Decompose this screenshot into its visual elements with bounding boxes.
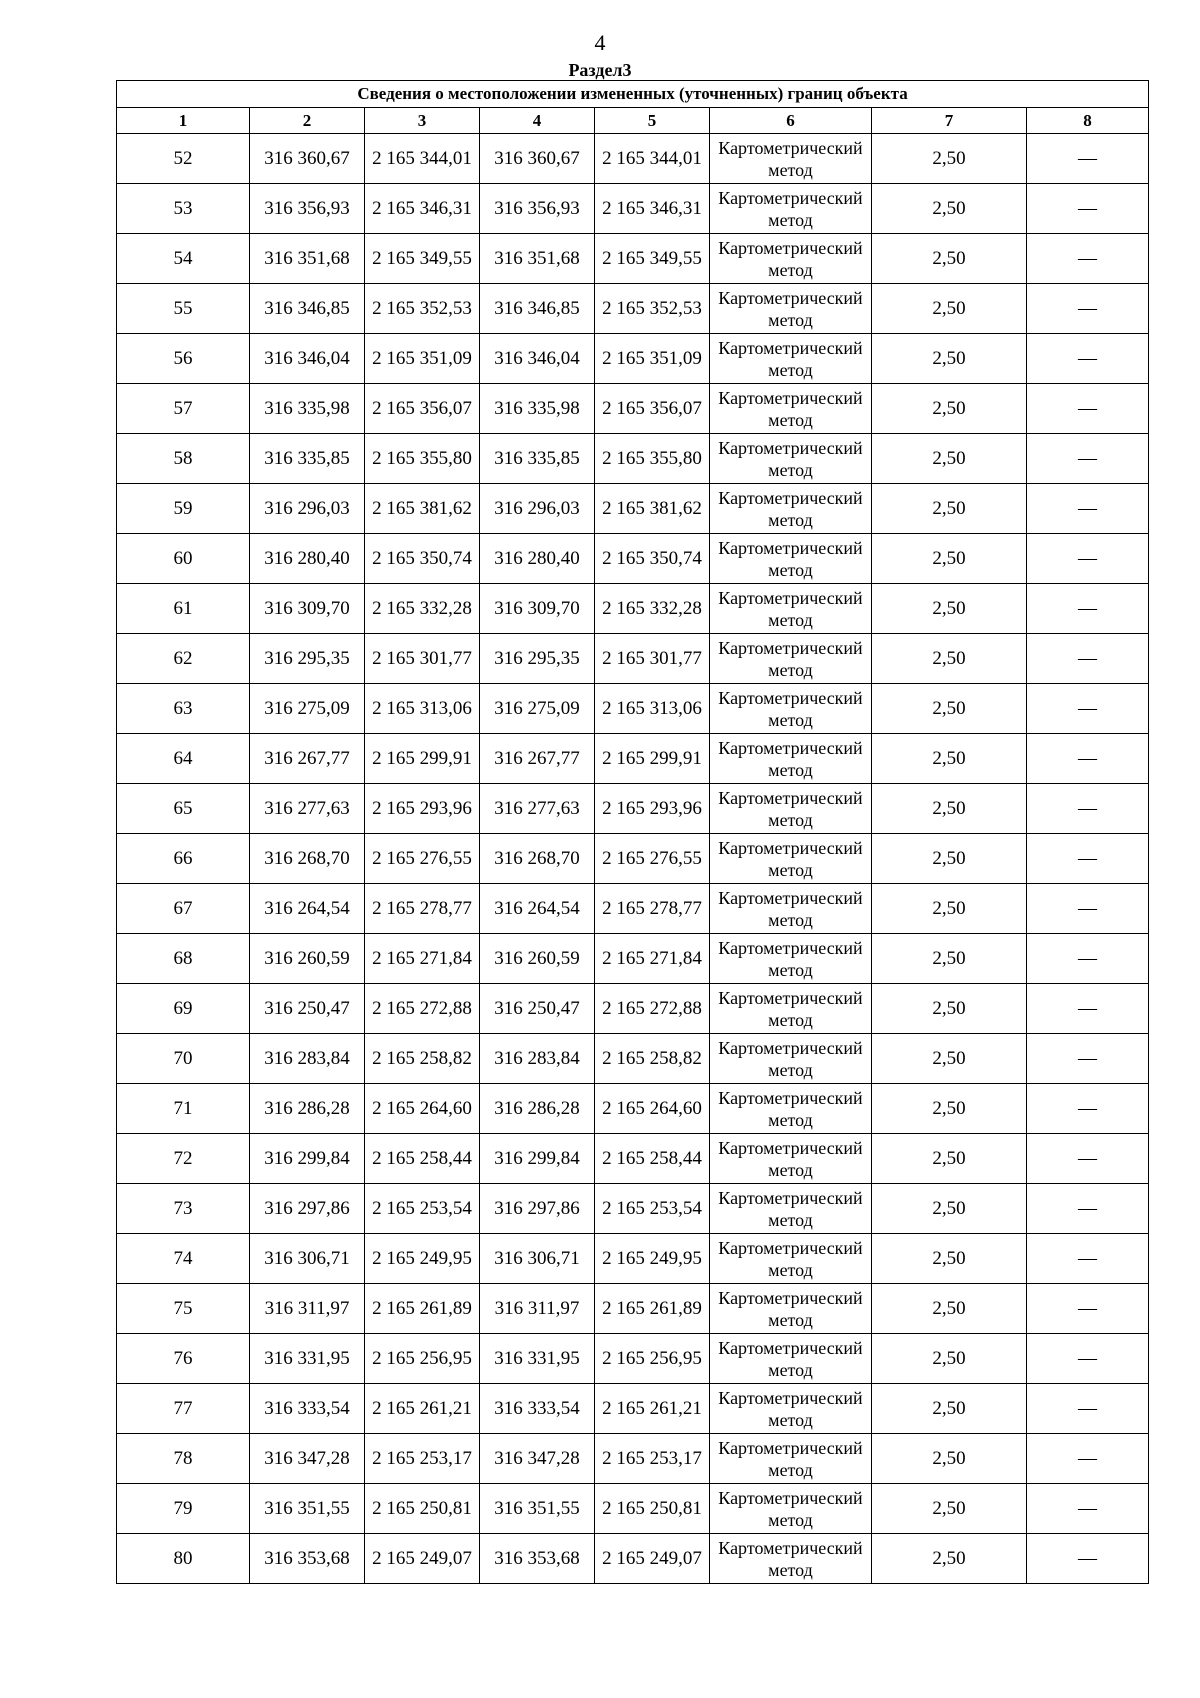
y-coordinate-cell: 2 165 271,84 [595, 934, 710, 984]
y-coordinate-cell: 2 165 253,17 [365, 1434, 480, 1484]
y-coordinate-cell: 2 165 313,06 [365, 684, 480, 734]
method-cell: Картометрический метод [710, 784, 872, 834]
accuracy-cell: 2,50 [872, 634, 1027, 684]
x-coordinate-cell: 316 346,04 [480, 334, 595, 384]
x-coordinate-cell: 316 331,95 [250, 1334, 365, 1384]
point-number-cell: 67 [117, 884, 250, 934]
table-row [117, 884, 1149, 934]
point-number-cell: 59 [117, 484, 250, 534]
method-cell: Картометрический метод [710, 434, 872, 484]
point-number-cell: 53 [117, 184, 250, 234]
y-coordinate-cell: 2 165 271,84 [365, 934, 480, 984]
method-cell: Картометрический метод [710, 1434, 872, 1484]
table-header-row [117, 108, 1149, 134]
x-coordinate-cell: 316 283,84 [250, 1034, 365, 1084]
method-cell: Картометрический метод [710, 834, 872, 884]
table-row [117, 1534, 1149, 1584]
x-coordinate-cell: 316 353,68 [250, 1534, 365, 1584]
x-coordinate-cell: 316 250,47 [250, 984, 365, 1034]
x-coordinate-cell: 316 309,70 [480, 584, 595, 634]
table-row [117, 984, 1149, 1034]
x-coordinate-cell: 316 297,86 [250, 1184, 365, 1234]
y-coordinate-cell: 2 165 299,91 [595, 734, 710, 784]
table-row [117, 1034, 1149, 1084]
table-row [117, 534, 1149, 584]
x-coordinate-cell: 316 277,63 [250, 784, 365, 834]
table-row [117, 234, 1149, 284]
accuracy-cell: 2,50 [872, 1334, 1027, 1384]
point-number-cell: 55 [117, 284, 250, 334]
x-coordinate-cell: 316 347,28 [250, 1434, 365, 1484]
y-coordinate-cell: 2 165 261,21 [365, 1384, 480, 1434]
method-cell: Картометрический метод [710, 284, 872, 334]
description-cell: — [1027, 784, 1149, 834]
x-coordinate-cell: 316 268,70 [250, 834, 365, 884]
x-coordinate-cell: 316 360,67 [250, 134, 365, 184]
y-coordinate-cell: 2 165 349,55 [595, 234, 710, 284]
description-cell: — [1027, 1284, 1149, 1334]
y-coordinate-cell: 2 165 301,77 [365, 634, 480, 684]
y-coordinate-cell: 2 165 332,28 [595, 584, 710, 634]
table-row [117, 784, 1149, 834]
table-row [117, 1484, 1149, 1534]
description-cell: — [1027, 1134, 1149, 1184]
method-cell: Картометрический метод [710, 334, 872, 384]
y-coordinate-cell: 2 165 261,89 [365, 1284, 480, 1334]
accuracy-cell: 2,50 [872, 1084, 1027, 1134]
y-coordinate-cell: 2 165 256,95 [365, 1334, 480, 1384]
y-coordinate-cell: 2 165 258,44 [595, 1134, 710, 1184]
description-cell: — [1027, 234, 1149, 284]
accuracy-cell: 2,50 [872, 784, 1027, 834]
description-cell: — [1027, 1534, 1149, 1584]
y-coordinate-cell: 2 165 352,53 [365, 284, 480, 334]
method-cell: Картометрический метод [710, 134, 872, 184]
point-number-cell: 76 [117, 1334, 250, 1384]
table-row [117, 1434, 1149, 1484]
accuracy-cell: 2,50 [872, 534, 1027, 584]
y-coordinate-cell: 2 165 344,01 [365, 134, 480, 184]
y-coordinate-cell: 2 165 256,95 [595, 1334, 710, 1384]
method-cell: Картометрический метод [710, 1534, 872, 1584]
accuracy-cell: 2,50 [872, 1284, 1027, 1334]
x-coordinate-cell: 316 351,55 [480, 1484, 595, 1534]
column-header: 7 [872, 108, 1027, 134]
y-coordinate-cell: 2 165 349,55 [365, 234, 480, 284]
x-coordinate-cell: 316 283,84 [480, 1034, 595, 1084]
y-coordinate-cell: 2 165 264,60 [365, 1084, 480, 1134]
description-cell: — [1027, 534, 1149, 584]
x-coordinate-cell: 316 311,97 [480, 1284, 595, 1334]
y-coordinate-cell: 2 165 346,31 [595, 184, 710, 234]
method-cell: Картометрический метод [710, 1134, 872, 1184]
accuracy-cell: 2,50 [872, 1484, 1027, 1534]
x-coordinate-cell: 316 356,93 [480, 184, 595, 234]
method-cell: Картометрический метод [710, 1284, 872, 1334]
description-cell: — [1027, 834, 1149, 884]
description-cell: — [1027, 1434, 1149, 1484]
column-header: 2 [250, 108, 365, 134]
accuracy-cell: 2,50 [872, 734, 1027, 784]
method-cell: Картометрический метод [710, 684, 872, 734]
point-number-cell: 57 [117, 384, 250, 434]
y-coordinate-cell: 2 165 261,21 [595, 1384, 710, 1434]
method-cell: Картометрический метод [710, 234, 872, 284]
y-coordinate-cell: 2 165 278,77 [365, 884, 480, 934]
accuracy-cell: 2,50 [872, 584, 1027, 634]
description-cell: — [1027, 584, 1149, 634]
column-header: 6 [710, 108, 872, 134]
column-header: 8 [1027, 108, 1149, 134]
accuracy-cell: 2,50 [872, 1034, 1027, 1084]
table-row [117, 134, 1149, 184]
table-row [117, 484, 1149, 534]
point-number-cell: 77 [117, 1384, 250, 1434]
y-coordinate-cell: 2 165 272,88 [365, 984, 480, 1034]
description-cell: — [1027, 1384, 1149, 1434]
method-cell: Картометрический метод [710, 184, 872, 234]
method-cell: Картометрический метод [710, 384, 872, 434]
table-row [117, 284, 1149, 334]
table-row [117, 834, 1149, 884]
description-cell: — [1027, 384, 1149, 434]
accuracy-cell: 2,50 [872, 684, 1027, 734]
table-row [117, 1234, 1149, 1284]
y-coordinate-cell: 2 165 356,07 [365, 384, 480, 434]
table-row [117, 684, 1149, 734]
x-coordinate-cell: 316 296,03 [250, 484, 365, 534]
accuracy-cell: 2,50 [872, 934, 1027, 984]
x-coordinate-cell: 316 296,03 [480, 484, 595, 534]
point-number-cell: 64 [117, 734, 250, 784]
point-number-cell: 68 [117, 934, 250, 984]
x-coordinate-cell: 316 335,85 [480, 434, 595, 484]
method-cell: Картометрический метод [710, 534, 872, 584]
x-coordinate-cell: 316 347,28 [480, 1434, 595, 1484]
x-coordinate-cell: 316 335,85 [250, 434, 365, 484]
y-coordinate-cell: 2 165 258,82 [595, 1034, 710, 1084]
accuracy-cell: 2,50 [872, 1234, 1027, 1284]
method-cell: Картометрический метод [710, 1084, 872, 1134]
x-coordinate-cell: 316 331,95 [480, 1334, 595, 1384]
accuracy-cell: 2,50 [872, 1384, 1027, 1434]
point-number-cell: 66 [117, 834, 250, 884]
x-coordinate-cell: 316 250,47 [480, 984, 595, 1034]
description-cell: — [1027, 884, 1149, 934]
x-coordinate-cell: 316 335,98 [250, 384, 365, 434]
table-body [117, 134, 1149, 1584]
y-coordinate-cell: 2 165 258,82 [365, 1034, 480, 1084]
x-coordinate-cell: 316 311,97 [250, 1284, 365, 1334]
point-number-cell: 75 [117, 1284, 250, 1334]
x-coordinate-cell: 316 351,68 [250, 234, 365, 284]
description-cell: — [1027, 684, 1149, 734]
x-coordinate-cell: 316 286,28 [250, 1084, 365, 1134]
point-number-cell: 56 [117, 334, 250, 384]
description-cell: — [1027, 984, 1149, 1034]
method-cell: Картометрический метод [710, 934, 872, 984]
point-number-cell: 71 [117, 1084, 250, 1134]
y-coordinate-cell: 2 165 299,91 [365, 734, 480, 784]
x-coordinate-cell: 316 280,40 [480, 534, 595, 584]
x-coordinate-cell: 316 280,40 [250, 534, 365, 584]
description-cell: — [1027, 634, 1149, 684]
column-header: 1 [117, 108, 250, 134]
table-caption-row [117, 81, 1149, 108]
accuracy-cell: 2,50 [872, 1534, 1027, 1584]
y-coordinate-cell: 2 165 355,80 [365, 434, 480, 484]
method-cell: Картометрический метод [710, 1234, 872, 1284]
point-number-cell: 61 [117, 584, 250, 634]
y-coordinate-cell: 2 165 249,95 [595, 1234, 710, 1284]
table-row [117, 1384, 1149, 1434]
y-coordinate-cell: 2 165 346,31 [365, 184, 480, 234]
method-cell: Картометрический метод [710, 1034, 872, 1084]
point-number-cell: 62 [117, 634, 250, 684]
accuracy-cell: 2,50 [872, 834, 1027, 884]
description-cell: — [1027, 1184, 1149, 1234]
y-coordinate-cell: 2 165 313,06 [595, 684, 710, 734]
y-coordinate-cell: 2 165 261,89 [595, 1284, 710, 1334]
y-coordinate-cell: 2 165 332,28 [365, 584, 480, 634]
y-coordinate-cell: 2 165 355,80 [595, 434, 710, 484]
point-number-cell: 52 [117, 134, 250, 184]
table-row [117, 384, 1149, 434]
description-cell: — [1027, 484, 1149, 534]
x-coordinate-cell: 316 309,70 [250, 584, 365, 634]
description-cell: — [1027, 1484, 1149, 1534]
x-coordinate-cell: 316 275,09 [480, 684, 595, 734]
x-coordinate-cell: 316 299,84 [250, 1134, 365, 1184]
x-coordinate-cell: 316 267,77 [250, 734, 365, 784]
description-cell: — [1027, 1084, 1149, 1134]
point-number-cell: 74 [117, 1234, 250, 1284]
point-number-cell: 70 [117, 1034, 250, 1084]
page-number: 4 [594, 30, 606, 55]
table-row [117, 1084, 1149, 1134]
point-number-cell: 80 [117, 1534, 250, 1584]
table-caption: Сведения о местоположении измененных (уточненных) границ объекта [117, 81, 1149, 108]
accuracy-cell: 2,50 [872, 1434, 1027, 1484]
table-row [117, 184, 1149, 234]
table-row [117, 1284, 1149, 1334]
method-cell: Картометрический метод [710, 1384, 872, 1434]
description-cell: — [1027, 434, 1149, 484]
accuracy-cell: 2,50 [872, 234, 1027, 284]
x-coordinate-cell: 316 297,86 [480, 1184, 595, 1234]
y-coordinate-cell: 2 165 250,81 [365, 1484, 480, 1534]
x-coordinate-cell: 316 295,35 [480, 634, 595, 684]
point-number-cell: 63 [117, 684, 250, 734]
description-cell: — [1027, 1234, 1149, 1284]
table-row [117, 434, 1149, 484]
table-row [117, 1334, 1149, 1384]
y-coordinate-cell: 2 165 249,95 [365, 1234, 480, 1284]
x-coordinate-cell: 316 333,54 [250, 1384, 365, 1434]
y-coordinate-cell: 2 165 253,54 [365, 1184, 480, 1234]
accuracy-cell: 2,50 [872, 884, 1027, 934]
point-number-cell: 79 [117, 1484, 250, 1534]
point-number-cell: 60 [117, 534, 250, 584]
x-coordinate-cell: 316 264,54 [480, 884, 595, 934]
description-cell: — [1027, 334, 1149, 384]
x-coordinate-cell: 316 346,04 [250, 334, 365, 384]
accuracy-cell: 2,50 [872, 1134, 1027, 1184]
accuracy-cell: 2,50 [872, 484, 1027, 534]
x-coordinate-cell: 316 353,68 [480, 1534, 595, 1584]
column-header: 4 [480, 108, 595, 134]
y-coordinate-cell: 2 165 278,77 [595, 884, 710, 934]
y-coordinate-cell: 2 165 253,17 [595, 1434, 710, 1484]
coordinates-table [116, 80, 1149, 1584]
description-cell: — [1027, 1334, 1149, 1384]
y-coordinate-cell: 2 165 276,55 [365, 834, 480, 884]
y-coordinate-cell: 2 165 272,88 [595, 984, 710, 1034]
y-coordinate-cell: 2 165 381,62 [365, 484, 480, 534]
x-coordinate-cell: 316 306,71 [480, 1234, 595, 1284]
description-cell: — [1027, 1034, 1149, 1084]
accuracy-cell: 2,50 [872, 334, 1027, 384]
description-cell: — [1027, 134, 1149, 184]
x-coordinate-cell: 316 286,28 [480, 1084, 595, 1134]
table-row [117, 1184, 1149, 1234]
accuracy-cell: 2,50 [872, 284, 1027, 334]
x-coordinate-cell: 316 268,70 [480, 834, 595, 884]
x-coordinate-cell: 316 351,55 [250, 1484, 365, 1534]
y-coordinate-cell: 2 165 351,09 [595, 334, 710, 384]
table-row [117, 584, 1149, 634]
point-number-cell: 58 [117, 434, 250, 484]
accuracy-cell: 2,50 [872, 1184, 1027, 1234]
description-cell: — [1027, 934, 1149, 984]
y-coordinate-cell: 2 165 264,60 [595, 1084, 710, 1134]
description-cell: — [1027, 284, 1149, 334]
method-cell: Картометрический метод [710, 584, 872, 634]
y-coordinate-cell: 2 165 351,09 [365, 334, 480, 384]
description-cell: — [1027, 184, 1149, 234]
y-coordinate-cell: 2 165 276,55 [595, 834, 710, 884]
y-coordinate-cell: 2 165 350,74 [595, 534, 710, 584]
y-coordinate-cell: 2 165 249,07 [595, 1534, 710, 1584]
point-number-cell: 72 [117, 1134, 250, 1184]
y-coordinate-cell: 2 165 253,54 [595, 1184, 710, 1234]
method-cell: Картометрический метод [710, 634, 872, 684]
x-coordinate-cell: 316 306,71 [250, 1234, 365, 1284]
point-number-cell: 69 [117, 984, 250, 1034]
x-coordinate-cell: 316 299,84 [480, 1134, 595, 1184]
method-cell: Картометрический метод [710, 1184, 872, 1234]
x-coordinate-cell: 316 295,35 [250, 634, 365, 684]
accuracy-cell: 2,50 [872, 434, 1027, 484]
accuracy-cell: 2,50 [872, 134, 1027, 184]
method-cell: Картометрический метод [710, 484, 872, 534]
x-coordinate-cell: 316 260,59 [480, 934, 595, 984]
column-header: 3 [365, 108, 480, 134]
y-coordinate-cell: 2 165 249,07 [365, 1534, 480, 1584]
x-coordinate-cell: 316 333,54 [480, 1384, 595, 1434]
x-coordinate-cell: 316 275,09 [250, 684, 365, 734]
y-coordinate-cell: 2 165 356,07 [595, 384, 710, 434]
y-coordinate-cell: 2 165 293,96 [365, 784, 480, 834]
point-number-cell: 65 [117, 784, 250, 834]
y-coordinate-cell: 2 165 350,74 [365, 534, 480, 584]
x-coordinate-cell: 316 351,68 [480, 234, 595, 284]
section-title: Раздел3 [568, 60, 632, 80]
method-cell: Картометрический метод [710, 734, 872, 784]
table-row [117, 734, 1149, 784]
table-row [117, 934, 1149, 984]
table-row [117, 634, 1149, 684]
method-cell: Картометрический метод [710, 884, 872, 934]
x-coordinate-cell: 316 260,59 [250, 934, 365, 984]
x-coordinate-cell: 316 267,77 [480, 734, 595, 784]
x-coordinate-cell: 316 277,63 [480, 784, 595, 834]
accuracy-cell: 2,50 [872, 384, 1027, 434]
x-coordinate-cell: 316 346,85 [250, 284, 365, 334]
point-number-cell: 54 [117, 234, 250, 284]
point-number-cell: 78 [117, 1434, 250, 1484]
table-row [117, 334, 1149, 384]
x-coordinate-cell: 316 360,67 [480, 134, 595, 184]
y-coordinate-cell: 2 165 381,62 [595, 484, 710, 534]
method-cell: Картометрический метод [710, 1334, 872, 1384]
y-coordinate-cell: 2 165 301,77 [595, 634, 710, 684]
x-coordinate-cell: 316 335,98 [480, 384, 595, 434]
y-coordinate-cell: 2 165 352,53 [595, 284, 710, 334]
x-coordinate-cell: 316 356,93 [250, 184, 365, 234]
y-coordinate-cell: 2 165 258,44 [365, 1134, 480, 1184]
column-header: 5 [595, 108, 710, 134]
x-coordinate-cell: 316 346,85 [480, 284, 595, 334]
accuracy-cell: 2,50 [872, 184, 1027, 234]
y-coordinate-cell: 2 165 250,81 [595, 1484, 710, 1534]
table-row [117, 1134, 1149, 1184]
y-coordinate-cell: 2 165 293,96 [595, 784, 710, 834]
method-cell: Картометрический метод [710, 984, 872, 1034]
method-cell: Картометрический метод [710, 1484, 872, 1534]
y-coordinate-cell: 2 165 344,01 [595, 134, 710, 184]
accuracy-cell: 2,50 [872, 984, 1027, 1034]
point-number-cell: 73 [117, 1184, 250, 1234]
x-coordinate-cell: 316 264,54 [250, 884, 365, 934]
description-cell: — [1027, 734, 1149, 784]
